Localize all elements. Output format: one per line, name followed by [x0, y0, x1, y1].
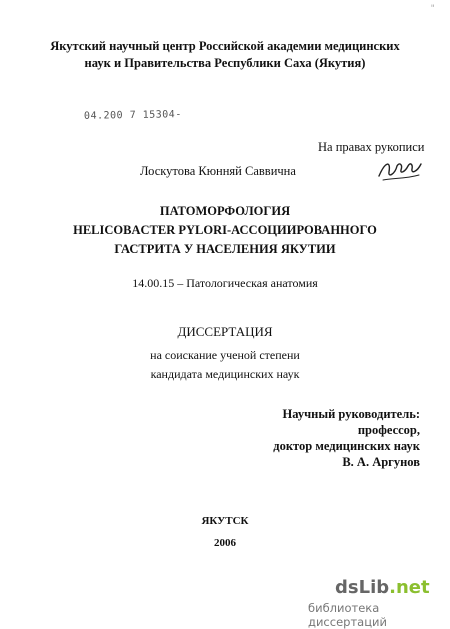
title-line-2: HELICOBACTER PYLORI-АССОЦИИРОВАННОГО [73, 223, 377, 237]
title-line-3: ГАСТРИТА У НАСЕЛЕНИЯ ЯКУТИИ [114, 242, 336, 256]
watermark-brand [335, 577, 430, 598]
institution-line-1: Якутский научный центр Российской академии медицинских [50, 39, 400, 53]
institution-header [0, 38, 450, 72]
dissertation-title [0, 202, 450, 259]
supervisor-label: Научный руководитель: [282, 407, 420, 421]
manuscript-rights: На правах рукописи [318, 140, 425, 154]
library-stamp: 04.200 7 15304- [83, 109, 182, 122]
watermark-brand-left: dsLib [335, 577, 390, 598]
degree-sought [0, 346, 450, 384]
specialty-code: 14.00.15 – Патологическая анатомия [132, 276, 318, 290]
corner-mark: " [430, 4, 436, 14]
city: ЯКУТСК [201, 515, 249, 527]
year: 2006 [214, 537, 236, 549]
degree-line-2: кандидата медицинских наук [150, 367, 300, 381]
watermark-brand-right: .net [389, 577, 430, 598]
degree-line-1: на соискание ученой степени [150, 348, 300, 362]
signature-icon [375, 154, 425, 184]
supervisor-name: В. А. Аргунов [342, 455, 420, 469]
supervisor-degree: доктор медицинских наук [273, 439, 420, 453]
title-line-1: ПАТОМОРФОЛОГИЯ [159, 204, 291, 218]
institution-line-2: наук и Правительства Республики Саха (Якутия) [84, 56, 366, 70]
supervisor-title: профессор, [357, 423, 420, 437]
author-name: Лоскутова Кюнняй Саввична [140, 164, 296, 178]
watermark-subtitle: библиотека диссертаций [308, 601, 387, 629]
document-type: ДИССЕРТАЦИЯ [177, 324, 273, 339]
scientific-supervisor [200, 406, 420, 470]
